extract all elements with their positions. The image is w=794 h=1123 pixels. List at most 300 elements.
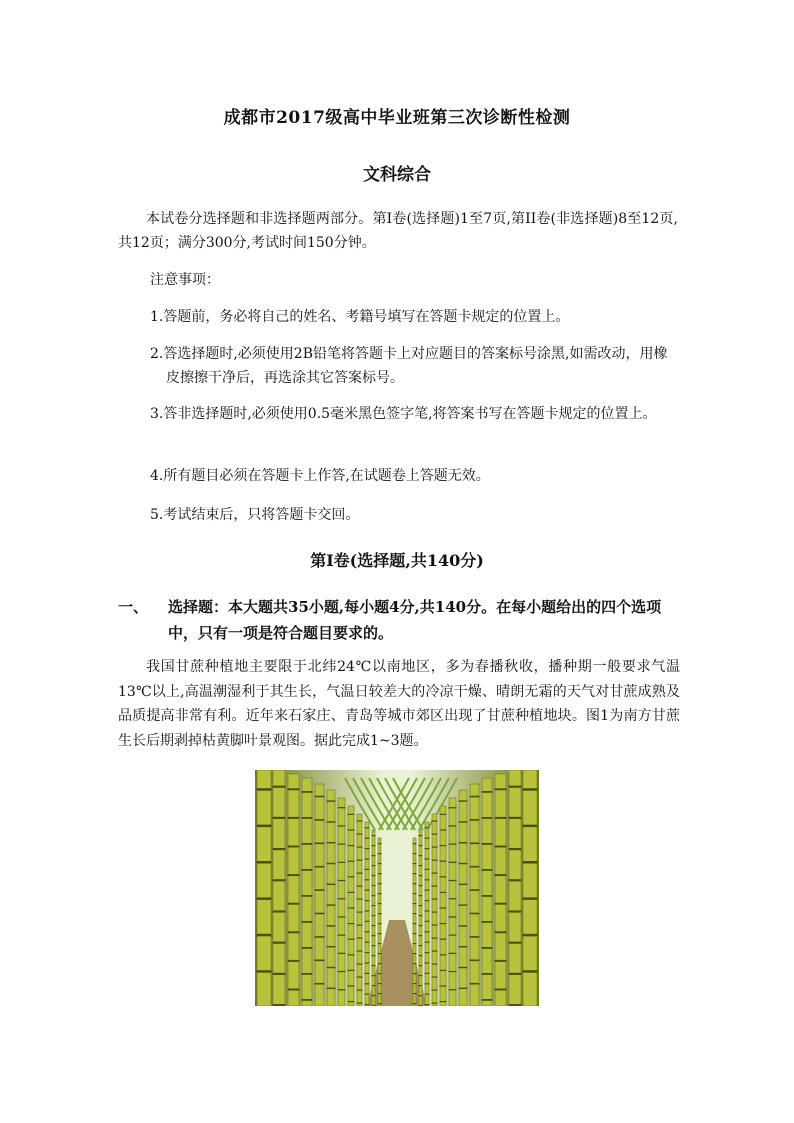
cane-node xyxy=(509,879,522,881)
cane-node xyxy=(348,907,355,908)
cane-node xyxy=(357,1003,363,1004)
cane-node xyxy=(440,876,447,877)
cane-node xyxy=(348,845,355,846)
cane-node xyxy=(357,899,363,900)
notice-item-number: 3. xyxy=(150,406,164,422)
cane-stalk xyxy=(482,778,492,1006)
cane-node xyxy=(315,866,325,868)
cane-node xyxy=(425,942,430,943)
cane-stalk xyxy=(509,770,521,1006)
cane-node xyxy=(413,903,417,904)
cane-node xyxy=(365,890,370,891)
cane-node xyxy=(432,925,438,926)
cane-node xyxy=(357,886,363,887)
cane-node xyxy=(523,861,538,864)
cane-node xyxy=(378,943,382,944)
cane-node xyxy=(302,999,313,1001)
cane-node xyxy=(509,786,522,788)
cane-node xyxy=(440,907,447,908)
cane-node xyxy=(419,845,423,846)
notice-heading: 注意事项： xyxy=(150,272,220,288)
cane-node xyxy=(449,989,457,990)
document-subtitle: 文科综合 xyxy=(363,165,431,185)
cane-node xyxy=(425,890,430,891)
cane-node xyxy=(419,875,423,876)
cane-node xyxy=(348,861,355,862)
cane-node xyxy=(257,788,272,791)
cane-node xyxy=(413,883,417,884)
cane-node xyxy=(449,880,457,881)
notice-item xyxy=(150,305,680,329)
notice-item xyxy=(150,464,680,488)
cane-node xyxy=(449,971,457,972)
cane-node xyxy=(365,858,370,859)
cane-node xyxy=(357,912,363,913)
cane-node xyxy=(413,973,417,974)
cane-node xyxy=(378,893,382,894)
cane-node xyxy=(523,970,538,973)
cane-node xyxy=(372,915,376,916)
cane-stalk xyxy=(315,784,324,1006)
cane-node xyxy=(288,903,300,905)
passage-paragraph: 我国甘蔗种植地主要限于北纬24℃以南地区，多为春播秋收，播种期一般要求气温13℃以上,高温潮湿利于其生长，气温日较差大的冷凉干燥、晴朗无霜的天气对甘蔗成熟及品质提高非常有利。近年来石家庄、青岛等城市郊区出现了甘蔗种植地块。图1为南方甘蔗生长后期剥掉枯黄脚叶景观图。据此完成1~3题。 xyxy=(118,659,680,749)
cane-node xyxy=(440,939,447,940)
cane-node xyxy=(419,835,423,836)
cane-node xyxy=(288,817,300,819)
cane-node xyxy=(348,939,355,940)
cane-node xyxy=(432,912,438,913)
cane-node xyxy=(378,883,382,884)
cane-node xyxy=(378,913,382,914)
cane-stalk xyxy=(470,784,479,1006)
cane-node xyxy=(425,910,430,911)
cane-node xyxy=(365,973,370,974)
cane-node xyxy=(482,921,493,923)
cane-node xyxy=(302,817,313,819)
sugarcane-photo xyxy=(255,770,539,1006)
cane-node xyxy=(365,848,370,849)
cane-node xyxy=(425,921,430,922)
document-title: 成都市2017级高中毕业班第三次诊断性检测 xyxy=(223,108,571,128)
cane-stalk xyxy=(419,830,422,1006)
cane-node xyxy=(419,985,423,986)
cane-node xyxy=(440,954,447,955)
cane-node xyxy=(432,977,438,978)
cane-node xyxy=(378,903,382,904)
cane-node xyxy=(365,827,370,828)
cane-node xyxy=(327,800,336,801)
cane-node xyxy=(509,848,522,850)
cane-stalk xyxy=(449,798,456,1006)
cane-node xyxy=(413,893,417,894)
cane-node xyxy=(273,942,286,944)
cane-node xyxy=(432,834,438,835)
notice-item xyxy=(150,503,680,527)
cane-node xyxy=(459,863,468,864)
cane-stalk xyxy=(302,778,312,1006)
cane-node xyxy=(425,838,430,839)
cane-stalk xyxy=(372,830,375,1006)
cane-node xyxy=(327,988,336,989)
cane-node xyxy=(257,861,272,864)
cane-node xyxy=(357,821,363,822)
cane-node xyxy=(432,899,438,900)
cane-node xyxy=(378,923,382,924)
notice-item-number: 2. xyxy=(150,346,164,362)
cane-node xyxy=(348,829,355,830)
cane-node xyxy=(413,963,417,964)
cane-node xyxy=(357,938,363,939)
cane-node xyxy=(523,825,538,828)
cane-node xyxy=(365,838,370,839)
cane-node xyxy=(495,903,507,905)
notice-item-text: 答非选择题时,必须使用0.5毫米黑色签字笔,将答案书写在答题卡规定的位置上。 xyxy=(163,406,657,422)
cane-node xyxy=(365,869,370,870)
cane-node xyxy=(425,973,430,974)
cane-node xyxy=(470,936,480,938)
cane-node xyxy=(440,985,447,986)
cane-node xyxy=(315,796,325,798)
cane-node xyxy=(425,994,430,995)
cane-node xyxy=(470,796,480,798)
cane-node xyxy=(495,960,507,962)
notice-item-number: 1. xyxy=(150,309,164,325)
cane-node xyxy=(372,885,376,886)
cane-stalk xyxy=(288,774,299,1006)
cane-node xyxy=(413,873,417,874)
cane-node xyxy=(288,788,300,790)
cane-node xyxy=(357,964,363,965)
cane-node xyxy=(449,825,457,826)
cane-node xyxy=(327,821,336,822)
cane-node xyxy=(425,1004,430,1005)
cane-node xyxy=(348,876,355,877)
cane-node xyxy=(419,865,423,866)
cane-node xyxy=(425,931,430,932)
cane-node xyxy=(459,946,468,947)
cane-node xyxy=(459,904,468,905)
cane-node xyxy=(378,973,382,974)
cane-node xyxy=(509,817,522,819)
cane-node xyxy=(338,971,346,972)
cane-node xyxy=(372,905,376,906)
cane-node xyxy=(459,967,468,968)
cane-node xyxy=(509,1004,522,1006)
cane-node xyxy=(378,933,382,934)
cane-node xyxy=(495,788,507,790)
cane-node xyxy=(378,863,382,864)
question-group-instructions: 选择题：本大题共35小题,每小题4分,共140分。在每小题给出的四个选项中，只有一项是符合题目要求的。 xyxy=(168,598,662,642)
cane-node xyxy=(348,970,355,971)
cane-node xyxy=(419,925,423,926)
cane-node xyxy=(348,814,355,815)
cane-node xyxy=(327,967,336,968)
cane-node xyxy=(482,973,493,975)
cane-node xyxy=(315,983,325,985)
cane-node xyxy=(372,845,376,846)
cane-node xyxy=(459,800,468,801)
cane-node xyxy=(338,935,346,936)
cane-node xyxy=(327,884,336,885)
cane-node xyxy=(338,825,346,826)
cane-node xyxy=(357,977,363,978)
cane-node xyxy=(372,875,376,876)
cane-node xyxy=(419,885,423,886)
cane-node xyxy=(482,843,493,845)
cane-node xyxy=(482,999,493,1001)
cane-node xyxy=(338,916,346,917)
cane-node xyxy=(365,952,370,953)
cane-node xyxy=(413,943,417,944)
cane-node xyxy=(327,842,336,843)
sugarcane-illustration xyxy=(255,770,539,1006)
cane-node xyxy=(302,921,313,923)
cane-node xyxy=(365,879,370,880)
cane-node xyxy=(432,951,438,952)
cane-node xyxy=(327,863,336,864)
cane-node xyxy=(348,1001,355,1002)
cane-node xyxy=(425,827,430,828)
cane-node xyxy=(315,889,325,891)
cane-node xyxy=(449,916,457,917)
cane-node xyxy=(495,989,507,991)
cane-node xyxy=(419,855,423,856)
cane-node xyxy=(273,786,286,788)
cane-node xyxy=(432,821,438,822)
cane-node xyxy=(302,791,313,793)
cane-stalk xyxy=(425,822,429,1006)
cane-node xyxy=(470,960,480,962)
cane-stalk xyxy=(348,806,354,1006)
cane-node xyxy=(413,843,417,844)
notice-item xyxy=(150,402,680,426)
notice-item-text: 答选择题时,必须使用2B铅笔将答题卡上对应题目的答案标号涂黑,如需改动，用橡皮擦擦干净后，再选涂其它答案标号。 xyxy=(163,346,668,386)
cane-node xyxy=(315,843,325,845)
cane-node xyxy=(509,942,522,944)
cane-node xyxy=(378,853,382,854)
cane-node xyxy=(425,879,430,880)
cane-node xyxy=(372,985,376,986)
cane-node xyxy=(257,934,272,937)
cane-node xyxy=(372,975,376,976)
cane-node xyxy=(378,953,382,954)
cane-node xyxy=(372,865,376,866)
notice-item-text: 答题前，务必将自己的姓名、考籍号填写在答题卡规定的位置上。 xyxy=(163,309,570,325)
cane-node xyxy=(338,880,346,881)
cane-node xyxy=(482,895,493,897)
cane-node xyxy=(378,843,382,844)
cane-node xyxy=(288,931,300,933)
cane-node xyxy=(449,935,457,936)
cane-node xyxy=(509,973,522,975)
cane-node xyxy=(440,861,447,862)
cane-node xyxy=(440,845,447,846)
cane-node xyxy=(470,843,480,845)
cane-node xyxy=(365,921,370,922)
cane-node xyxy=(449,953,457,954)
cane-node xyxy=(357,847,363,848)
cane-node xyxy=(357,951,363,952)
cane-node xyxy=(378,873,382,874)
cane-node xyxy=(482,791,493,793)
cane-node xyxy=(378,1003,382,1004)
notice-item-text: 考试结束后，只将答题卡交回。 xyxy=(163,507,360,523)
cane-stalk xyxy=(495,774,506,1006)
cane-node xyxy=(357,925,363,926)
cane-node xyxy=(327,904,336,905)
cane-node xyxy=(302,895,313,897)
cane-node xyxy=(372,935,376,936)
notice-item xyxy=(150,342,680,390)
cane-node xyxy=(495,874,507,876)
cane-node xyxy=(523,934,538,937)
cane-node xyxy=(357,990,363,991)
cane-node xyxy=(372,945,376,946)
cane-node xyxy=(440,814,447,815)
cane-node xyxy=(413,1003,417,1004)
cane-node xyxy=(378,993,382,994)
cane-node xyxy=(459,884,468,885)
cane-node xyxy=(482,869,493,871)
cane-node xyxy=(357,834,363,835)
cane-node xyxy=(432,1003,438,1004)
cane-node xyxy=(413,983,417,984)
cane-node xyxy=(419,945,423,946)
cane-node xyxy=(470,819,480,821)
cane-node xyxy=(288,989,300,991)
cane-node xyxy=(338,862,346,863)
cane-node xyxy=(440,892,447,893)
cane-node xyxy=(348,954,355,955)
cane-node xyxy=(482,817,493,819)
cane-node xyxy=(315,913,325,915)
cane-node xyxy=(419,995,423,996)
cane-node xyxy=(425,962,430,963)
cane-node xyxy=(273,973,286,975)
cane-node xyxy=(302,843,313,845)
cane-stalk xyxy=(440,806,446,1006)
cane-node xyxy=(470,983,480,985)
cane-node xyxy=(432,847,438,848)
cane-node xyxy=(273,910,286,912)
cane-node xyxy=(440,923,447,924)
cane-node xyxy=(338,953,346,954)
cane-node xyxy=(440,829,447,830)
cane-node xyxy=(523,897,538,900)
section-title: 第Ⅰ卷(选择题,共140分) xyxy=(310,551,484,570)
cane-node xyxy=(432,990,438,991)
cane-node xyxy=(365,1004,370,1005)
cane-node xyxy=(413,913,417,914)
cane-node xyxy=(449,862,457,863)
cane-node xyxy=(425,983,430,984)
cane-node xyxy=(348,923,355,924)
cane-node xyxy=(273,879,286,881)
cane-node xyxy=(482,947,493,949)
cane-node xyxy=(302,973,313,975)
cane-stalk xyxy=(365,822,369,1006)
cane-node xyxy=(419,1005,423,1006)
cane-node xyxy=(495,817,507,819)
cane-node xyxy=(459,842,468,843)
cane-node xyxy=(288,846,300,848)
cane-node xyxy=(327,946,336,947)
cane-node xyxy=(425,900,430,901)
cane-node xyxy=(523,788,538,791)
cane-node xyxy=(273,817,286,819)
cane-node xyxy=(495,931,507,933)
cane-node xyxy=(413,933,417,934)
cane-node xyxy=(365,983,370,984)
cane-node xyxy=(425,858,430,859)
cane-node xyxy=(338,989,346,990)
cane-node xyxy=(372,895,376,896)
cane-node xyxy=(372,925,376,926)
cane-node xyxy=(413,853,417,854)
cane-node xyxy=(365,900,370,901)
cane-node xyxy=(425,952,430,953)
cane-node xyxy=(449,844,457,845)
cane-node xyxy=(365,994,370,995)
cane-node xyxy=(378,983,382,984)
cane-node xyxy=(378,963,382,964)
cane-node xyxy=(372,1005,376,1006)
intro-paragraph: 本试卷分选择题和非选择题两部分。第Ⅰ卷(选择题)1至7页,第II卷(非选择题)8至12页,共12页；满分300分,考试时间150分钟。 xyxy=(118,211,678,251)
cane-node xyxy=(470,866,480,868)
cane-node xyxy=(315,819,325,821)
cane-node xyxy=(338,898,346,899)
cane-node xyxy=(372,995,376,996)
cane-node xyxy=(348,892,355,893)
cane-node xyxy=(419,915,423,916)
cane-stalk xyxy=(338,798,345,1006)
cane-stalk xyxy=(273,770,285,1006)
question-group-number: 一、 xyxy=(118,598,149,616)
notice-item-text: 所有题目必须在答题卡上作答,在试题卷上答题无效。 xyxy=(163,468,490,484)
cane-node xyxy=(357,873,363,874)
cane-node xyxy=(257,825,272,828)
cane-node xyxy=(419,955,423,956)
cane-node xyxy=(440,1001,447,1002)
cane-node xyxy=(432,938,438,939)
cane-node xyxy=(365,942,370,943)
cane-node xyxy=(348,985,355,986)
cane-node xyxy=(372,955,376,956)
cane-node xyxy=(327,925,336,926)
cane-node xyxy=(338,844,346,845)
cane-node xyxy=(288,874,300,876)
cane-node xyxy=(257,970,272,973)
cane-node xyxy=(432,860,438,861)
cane-node xyxy=(365,910,370,911)
cane-node xyxy=(432,886,438,887)
cane-node xyxy=(432,873,438,874)
cane-node xyxy=(459,988,468,989)
cane-node xyxy=(372,855,376,856)
cane-node xyxy=(419,935,423,936)
notice-item-number: 4. xyxy=(150,468,164,484)
cane-node xyxy=(413,953,417,954)
cane-node xyxy=(315,936,325,938)
cane-node xyxy=(338,807,346,808)
cane-node xyxy=(432,964,438,965)
cane-node xyxy=(302,947,313,949)
cane-node xyxy=(413,993,417,994)
cane-node xyxy=(419,965,423,966)
cane-node xyxy=(315,960,325,962)
cane-node xyxy=(419,975,423,976)
cane-node xyxy=(365,962,370,963)
